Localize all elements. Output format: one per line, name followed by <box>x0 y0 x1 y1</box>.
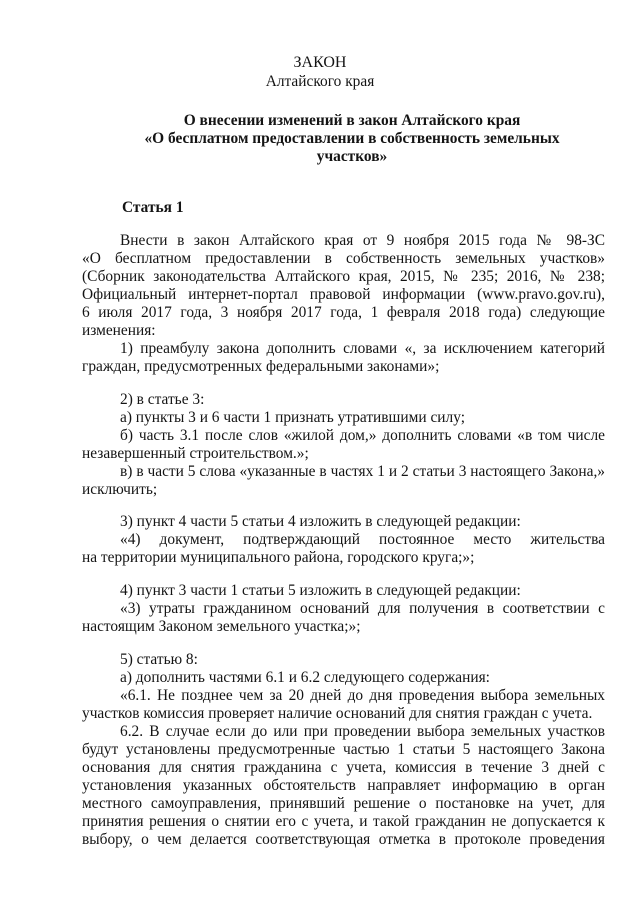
doc-title-line-2: «О бесплатном предоставлении в собственность земельных <box>144 130 560 147</box>
body-line: 3) пункт 4 части 5 статьи 4 изложить в следующей редакции: <box>120 513 521 530</box>
body-line: принятия решения о снятии его с учета, и такой гражданин не допускается к <box>82 813 605 830</box>
body-line: б) часть 3.1 после слов «жилой дом,» дополнить словами «в том числе <box>120 427 605 444</box>
body-line: основания для снятия гражданина с учета, комиссия в течение 3 дней с <box>82 759 605 776</box>
body-line: установления указанных обстоятельств направляет информацию в орган <box>82 777 605 794</box>
body-line: настоящим Законом земельного участка;»; <box>82 618 361 635</box>
body-line: выбору, о чем делается соответствующая отметка в протоколе проведения <box>82 831 605 848</box>
body-line: на территории муниципального района, городского круга;»; <box>82 549 475 566</box>
body-line: «4) документ, подтверждающий постоянное место жительства <box>120 531 605 548</box>
body-line: граждан, предусмотренных федеральными законами»; <box>82 358 440 375</box>
body-line: Внести в закон Алтайского края от 9 ноября 2015 года № 98-ЗС <box>120 232 605 249</box>
doc-type: ЗАКОН <box>293 54 347 71</box>
body-line: в) в части 5 слова «указанные в частях 1 и 2 статьи 3 настоящего Закона,» <box>120 463 605 480</box>
body-line: будут установлены предусмотренные частью 1 статьи 5 настоящего Закона <box>82 741 605 758</box>
body-line: местного самоуправления, принявший решение о постановке на учет, для <box>82 795 605 812</box>
body-line: а) пункты 3 и 6 части 1 признать утратившими силу; <box>120 409 465 426</box>
body-line: а) дополнить частями 6.1 и 6.2 следующего содержания: <box>120 669 490 686</box>
body-line: 6.2. В случае если до или при проведении выбора земельных участков <box>120 723 605 740</box>
body-line: Официальный интернет-портал правовой информации (www.pravo.gov.ru), <box>82 286 605 303</box>
article-heading: Статья 1 <box>122 199 184 216</box>
body-line: 1) преамбулу закона дополнить словами «, за исключением категорий <box>120 340 605 357</box>
doc-title-line-3: участков» <box>316 148 388 165</box>
body-line: 5) статью 8: <box>120 651 198 668</box>
doc-title-line-1: О внесении изменений в закон Алтайского края <box>183 112 521 129</box>
body-line: «3) утраты гражданином оснований для получения в соответствии с <box>120 600 605 617</box>
body-line: (Сборник законодательства Алтайского края, 2015, № 235; 2016, № 238; <box>82 268 605 285</box>
body-line: участков комиссия проверяет наличие оснований для снятия граждан с учета. <box>82 705 593 722</box>
body-line: 6 июля 2017 года, 3 ноября 2017 года, 1 февраля 2018 года) следующие <box>82 304 605 321</box>
body-line: 2) в статье 3: <box>120 391 205 408</box>
body-line: изменения: <box>82 322 156 339</box>
body-line: исключить; <box>82 481 158 498</box>
body-line: «О бесплатном предоставлении в собственность земельных участков» <box>82 250 605 267</box>
body-line: 4) пункт 3 части 1 статьи 5 изложить в следующей редакции: <box>120 582 521 599</box>
body-line: «6.1. Не позднее чем за 20 дней до дня проведения выбора земельных <box>120 687 605 704</box>
doc-region: Алтайского края <box>265 73 375 90</box>
body-line: незавершенный строительством.»; <box>82 445 309 462</box>
